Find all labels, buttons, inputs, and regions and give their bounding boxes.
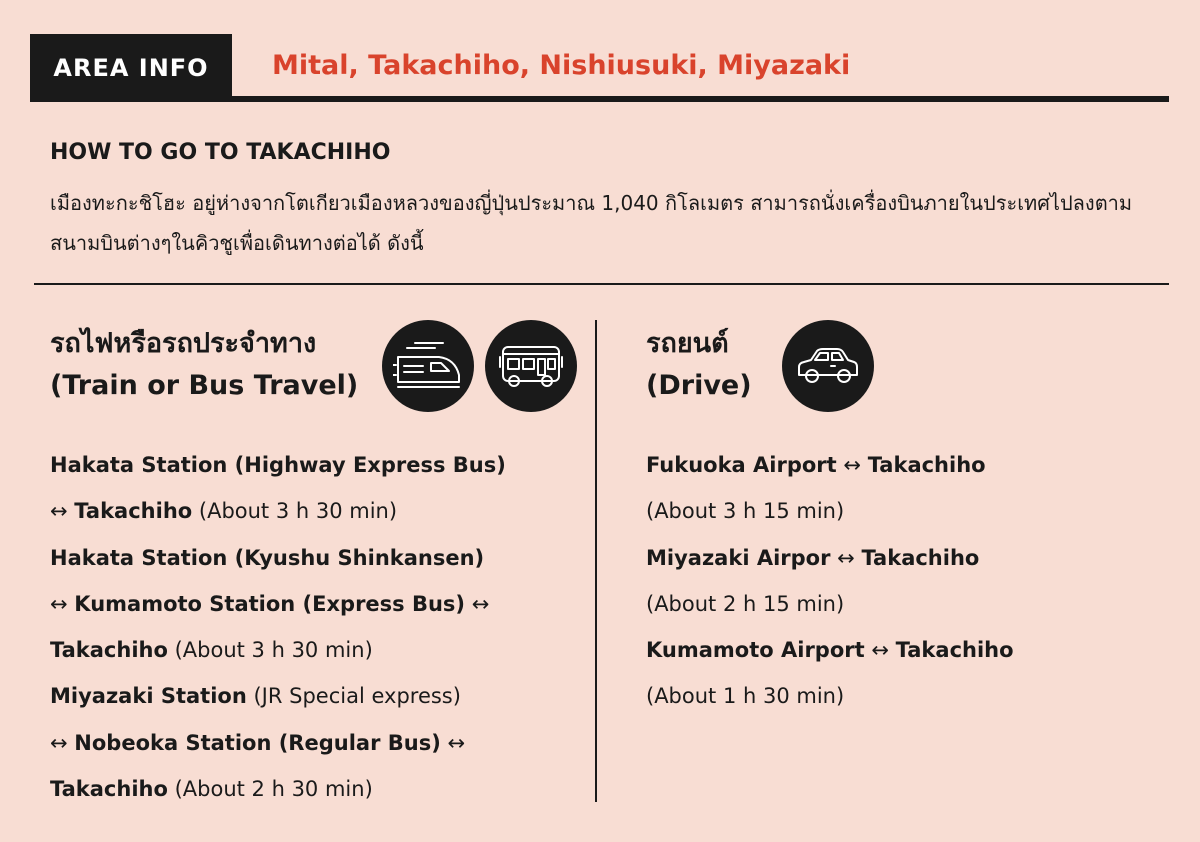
bidirectional-arrow-icon: ↔ <box>50 591 68 616</box>
route-origin: Kumamoto Airport <box>646 638 865 663</box>
route-line <box>646 627 1166 673</box>
route-duration: (About 2 h 15 min) <box>646 591 845 616</box>
train-bus-routes <box>50 442 590 812</box>
car-icon <box>782 320 874 412</box>
bidirectional-arrow-icon: ↔ <box>447 730 466 755</box>
route-origin: Miyazaki Airpor <box>646 545 831 570</box>
area-info-badge: AREA INFO <box>30 34 232 102</box>
area-header <box>30 34 1169 102</box>
bidirectional-arrow-icon: ↔ <box>871 638 889 663</box>
train-bus-title-english: (Train or Bus Travel) <box>50 370 359 401</box>
drive-title-english: (Drive) <box>646 370 752 401</box>
route-line <box>50 766 590 812</box>
route-line <box>646 442 1166 488</box>
route-origin: Hakata Station (Kyushu Shinkansen) <box>50 545 485 570</box>
train-bus-title-thai: รถไฟหรือรถประจำทาง <box>50 328 317 359</box>
train-bus-title <box>50 323 358 407</box>
drive-routes <box>646 442 1166 720</box>
bidirectional-arrow-icon: ↔ <box>50 499 68 524</box>
route-via: Kumamoto Station (Express Bus) <box>74 591 466 616</box>
route-line <box>50 627 590 673</box>
route-line <box>646 535 1166 581</box>
bus-icon <box>485 320 577 412</box>
route-line <box>50 673 590 719</box>
route-origin: Miyazaki Station <box>50 684 247 709</box>
route-destination: Takachiho <box>50 777 168 802</box>
route-line <box>50 442 590 488</box>
route-line <box>50 720 590 766</box>
route-destination: Takachiho <box>50 638 168 663</box>
header-rule <box>30 96 1169 102</box>
route-destination: Takachiho <box>861 545 980 570</box>
drive-title-thai: รถยนต์ <box>646 328 729 359</box>
route-origin: Hakata Station (Highway Express Bus) <box>50 453 506 477</box>
route-duration: (About 3 h 30 min) <box>174 638 373 663</box>
route-duration: (About 3 h 15 min) <box>646 499 845 524</box>
route-duration: (About 2 h 30 min) <box>174 777 373 802</box>
how-to-title: HOW TO GO TO TAKACHIHO <box>50 140 391 165</box>
bidirectional-arrow-icon: ↔ <box>843 453 861 477</box>
route-destination: Takachiho <box>74 499 193 524</box>
route-via: Nobeoka Station (Regular Bus) <box>74 730 441 755</box>
column-divider <box>595 320 597 802</box>
route-destination: Takachiho <box>895 638 1014 663</box>
how-to-description: เมืองทะกะชิโฮะ อยู่ห่างจากโตเกียวเมืองหลวงของญี่ปุ่นประมาณ 1,040 กิโลเมตร สามารถนั่งเครื่องบินภายในประเทศไปลงตามสนามบินต่างๆในคิวชูเพื่อเดินทางต่อได้ ดังนี้ <box>50 191 1133 255</box>
drive-title <box>646 323 752 407</box>
route-destination: Takachiho <box>867 453 986 477</box>
route-line <box>50 488 590 534</box>
route-line <box>50 581 590 627</box>
train-icon <box>382 320 474 412</box>
bidirectional-arrow-icon: ↔ <box>50 730 68 755</box>
route-duration: (About 3 h 30 min) <box>198 499 398 524</box>
bidirectional-arrow-icon: ↔ <box>837 545 855 570</box>
route-duration: (About 1 h 30 min) <box>646 684 845 709</box>
route-line <box>50 535 590 581</box>
area-place-name: Mital, Takachiho, Nishiusuki, Miyazaki <box>272 50 851 81</box>
bidirectional-arrow-icon: ↔ <box>471 591 490 616</box>
route-mode: (JR Special express) <box>253 684 461 709</box>
route-origin: Fukuoka Airport <box>646 453 837 477</box>
section-divider <box>34 283 1169 285</box>
